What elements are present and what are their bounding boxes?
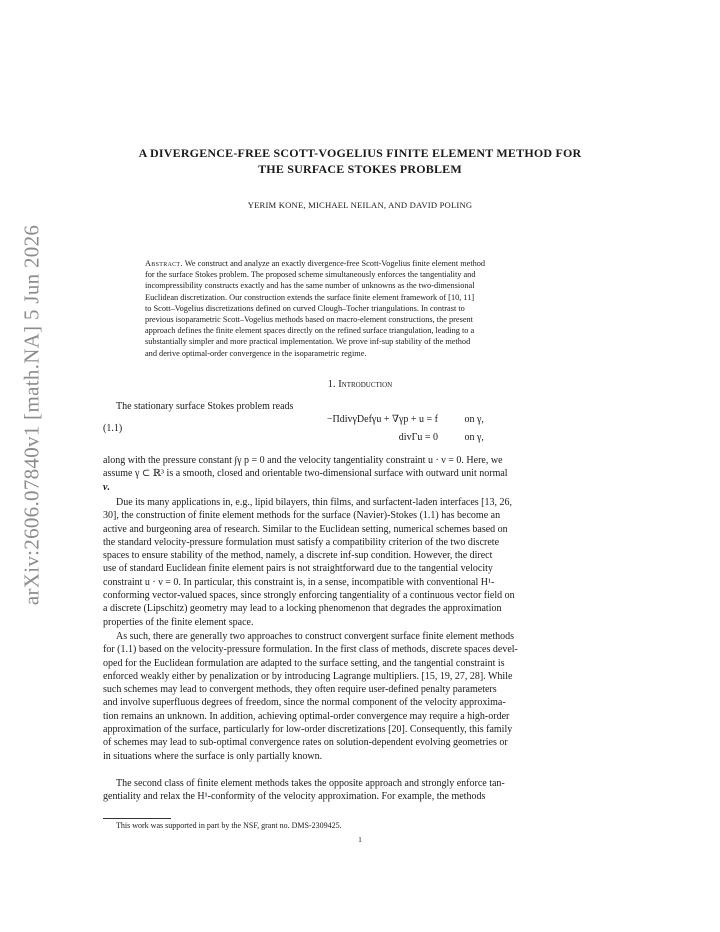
section-title: Introduction [338, 379, 393, 390]
title-line-1: A DIVERGENCE-FREE SCOTT-VOGELIUS FINITE ELEMENT METHOD FOR [138, 146, 582, 160]
paragraph-3 [103, 630, 620, 763]
page-number: 1 [358, 835, 362, 844]
title-line-2: THE SURFACE STOKES PROBLEM [258, 162, 462, 176]
arxiv-identifier: arXiv:2606.07840v1 [math.NA] 5 Jun 2026 [19, 224, 44, 606]
footnote-rule [103, 818, 171, 819]
text-line: oped for the Euclidean formulation are adapted to the surface setting, and the tangential constraint is [103, 657, 505, 669]
text-line: The second class of finite element methods takes the opposite approach and strongly enforce tan- [116, 778, 505, 789]
equation-condition: on γ, [464, 432, 484, 443]
text-line: such schemes may lead to convergent methods, they often require user-defined penalty parameters [103, 684, 497, 696]
text-line: and involve superfluous degrees of freedom, since the normal component of the velocity approxima- [103, 697, 506, 709]
text-line: constraint u · ν = 0. In particular, this constraint is, in a sense, incompatible with conventional H¹- [103, 576, 495, 588]
abstract-line: approach defines the finite element spaces directly on the refined surface triangulation, leading to a [145, 326, 475, 336]
text-line: enforced weakly either by penalization or by introducing Lagrange multipliers. [15, 19, 27, 28]. While [103, 670, 513, 682]
text-line: a discrete (Lipschitz) geometry may lead to a locking phenomenon that degrades the approximation [103, 603, 502, 615]
text-line: ν. [103, 481, 110, 493]
text-line: conforming vector-valued spaces, since strongly enforcing tangentiality of a continuous vector field on [103, 590, 515, 602]
text-line: approximation of the surface, particularly for low-order discretizations [20]. Consequently, this family [103, 724, 513, 736]
paragraph-4 [103, 777, 620, 804]
paragraph-after-equation [103, 454, 620, 494]
abstract-line: and derive optimal-order convergence in the isoparametric regime. [145, 348, 367, 358]
equation-label: (1.1) [103, 423, 123, 434]
text-line: tion remains an unknown. In addition, achieving optimal-order convergence may require a high-order [103, 710, 510, 722]
text-line: the standard velocity-pressure formulation must satisfy a compatibility criterion of the two discrete [103, 536, 500, 548]
text-line: along with the pressure constant ∫γ p = 0 and the velocity tangentiality constraint u · ν = 0. Here, we [103, 455, 503, 466]
equation-lhs: −ΠdivγDefγu + ∇γp + u = f [326, 414, 438, 425]
text-line: properties of the finite element space. [103, 616, 254, 628]
intro-paragraph [103, 400, 620, 413]
abstract-heading: Abstract. [145, 259, 183, 268]
text-line: gentiality and relax the H¹-conformity of the velocity approximation. For example, the methods [103, 791, 486, 803]
text-line: for (1.1) based on the velocity-pressure formulation. In the first class of methods, discrete spaces devel- [103, 644, 518, 656]
text-line: assume γ ⊂ ℝ³ is a smooth, closed and orientable two-dimensional surface with outward unit normal [103, 468, 508, 480]
text-line: active and burgeoning area of research. Similar to the Euclidean setting, numerical schemes based on [103, 523, 508, 535]
text-line: of schemes may lead to sub-optimal convergence rates on solution-dependent evolving geometries or [103, 737, 508, 749]
equation-row [213, 414, 484, 425]
arxiv-stamp [0, 0, 60, 932]
text-line: use of standard Euclidean finite element pairs is not straightforward due to the tangential velocity [103, 563, 493, 575]
text-line: The stationary surface Stokes problem reads [116, 401, 294, 412]
abstract-line: incompressibility constructs exactly and has the same number of unknowns as the two-dimensional [145, 281, 475, 291]
abstract-line: Euclidean discretization. Our construction extends the surface finite element framework of [10, 11] [145, 292, 475, 302]
text-line: spaces to ensure stability of the method, namely, a discrete inf-sup condition. However, the direct [103, 550, 493, 562]
abstract-line: We construct and analyze an exactly divergence-free Scott-Vogelius finite element method [184, 259, 486, 268]
paragraph-2 [103, 496, 620, 629]
abstract-line: previous isoparametric Scott–Vogelius methods based on macro-element constructions, the present [145, 315, 473, 325]
abstract-line: to Scott–Vogelius discretizations defined on curved Clough–Tocher triangulations. In contrast to [145, 303, 465, 313]
equation-condition: on γ, [464, 414, 484, 425]
abstract-line: substantially simpler and more practical implementation. We prove inf-sup stability of the method [145, 337, 471, 347]
equation-1-1 [103, 414, 620, 448]
abstract [145, 258, 579, 359]
text-line: in situations where the surface is only partially known. [103, 750, 323, 762]
equation-lhs: divΓu = 0 [398, 432, 438, 443]
section-number: 1. [327, 379, 336, 390]
text-line: 30], the construction of finite element methods for the surface (Navier)-Stokes (1.1) has become an [103, 510, 501, 522]
paper-title [60, 145, 660, 177]
equation-row [213, 432, 484, 443]
text-line: Due its many applications in, e.g., lipid bilayers, thin films, and surfactent-laden interfaces [13, 26, [116, 497, 513, 508]
text-line: As such, there are generally two approaches to construct convergent surface finite element methods [116, 631, 514, 642]
footnote: This work was supported in part by the NSF, grant no. DMS-2309425. [116, 821, 342, 830]
section-heading [60, 379, 660, 390]
author-list: YERIM KONE, MICHAEL NEILAN, AND DAVID POLING [247, 200, 473, 210]
abstract-line: for the surface Stokes problem. The proposed scheme simultaneously enforces the tangentiality and [145, 270, 476, 280]
